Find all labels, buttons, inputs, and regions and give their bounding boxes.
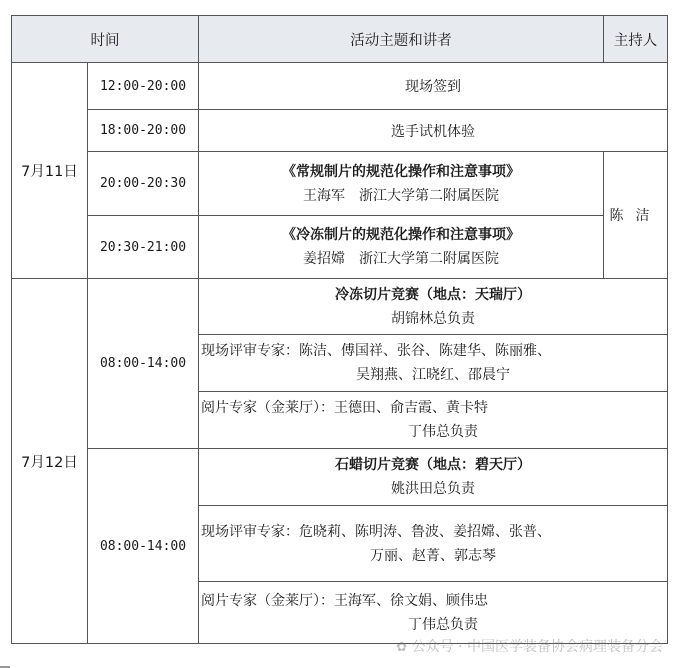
table-row <box>12 63 668 110</box>
experts-line: 万丽、赵菁、郭志琴 <box>370 547 496 564</box>
session-speaker: 王海军 浙江大学第二附属医院 <box>303 187 499 204</box>
host-cell <box>604 152 668 279</box>
header-topic: 活动主题和讲者 <box>199 16 604 63</box>
readers-cell <box>199 392 668 449</box>
readers-lead: 丁伟总负责 <box>408 616 478 633</box>
session-title: 现场签到 <box>199 63 668 110</box>
time-cell: 18:00-20:00 <box>88 110 199 152</box>
host-name: 陈洁 <box>609 208 662 224</box>
session-title: 选手试机体验 <box>199 110 668 152</box>
date-cell: 7月12日 <box>12 279 88 644</box>
experts-line: 吴翔燕、江晓红、邵晨宁 <box>356 367 510 383</box>
experts-line: 现场评审专家：陈洁、傅国祥、张谷、陈建华、陈丽雅、 <box>201 343 551 359</box>
wechat-icon: ✿ <box>396 640 408 655</box>
competition-lead: 姚洪田总负责 <box>391 481 475 497</box>
header-row <box>12 16 668 63</box>
competition-lead: 胡锦林总负责 <box>391 310 475 327</box>
readers-cell <box>199 582 668 644</box>
session-title: 《冷冻制片的规范化操作和注意事项》 <box>282 227 520 243</box>
watermark-text: 公众号 · 中国医学装备协会病理装备分会 <box>411 639 663 655</box>
session-speaker: 姜招嫦 浙江大学第二附属医院 <box>303 251 499 267</box>
readers-line: 阅片专家（金莱厅）：王德田、俞吉霞、黄卡特 <box>201 400 488 416</box>
readers-lead: 丁伟总负责 <box>408 424 478 440</box>
watermark <box>396 636 663 656</box>
table-row <box>12 449 668 506</box>
competition-cell <box>199 279 668 335</box>
table-row <box>12 152 668 216</box>
experts-cell <box>199 506 668 582</box>
schedule-table <box>11 15 668 644</box>
time-cell: 12:00-20:00 <box>88 63 199 110</box>
time-cell: 08:00-14:00 <box>88 449 199 644</box>
competition-title: 冷冻切片竞赛（地点：天瑞厅） <box>335 286 531 303</box>
table-row <box>12 279 668 335</box>
header-time: 时间 <box>12 16 199 63</box>
time-cell: 08:00-14:00 <box>88 279 199 449</box>
header-host: 主持人 <box>604 16 668 63</box>
competition-title: 石蜡切片竞赛（地点：碧天厅） <box>335 457 531 473</box>
experts-cell <box>199 335 668 392</box>
competition-cell <box>199 449 668 506</box>
time-cell: 20:00-20:30 <box>88 152 199 216</box>
date-cell: 7月11日 <box>12 63 88 279</box>
time-cell: 20:30-21:00 <box>88 216 199 279</box>
session-cell <box>199 216 604 279</box>
experts-line: 现场评审专家：危晓莉、陈明涛、鲁波、姜招嫦、张普、 <box>201 523 551 540</box>
session-cell <box>199 152 604 216</box>
session-title: 《常规制片的规范化操作和注意事项》 <box>282 163 520 180</box>
table-row <box>12 216 668 279</box>
table-row <box>12 110 668 152</box>
readers-line: 阅片专家（金莱厅）：王海军、徐文娟、顾伟忠 <box>201 592 488 609</box>
